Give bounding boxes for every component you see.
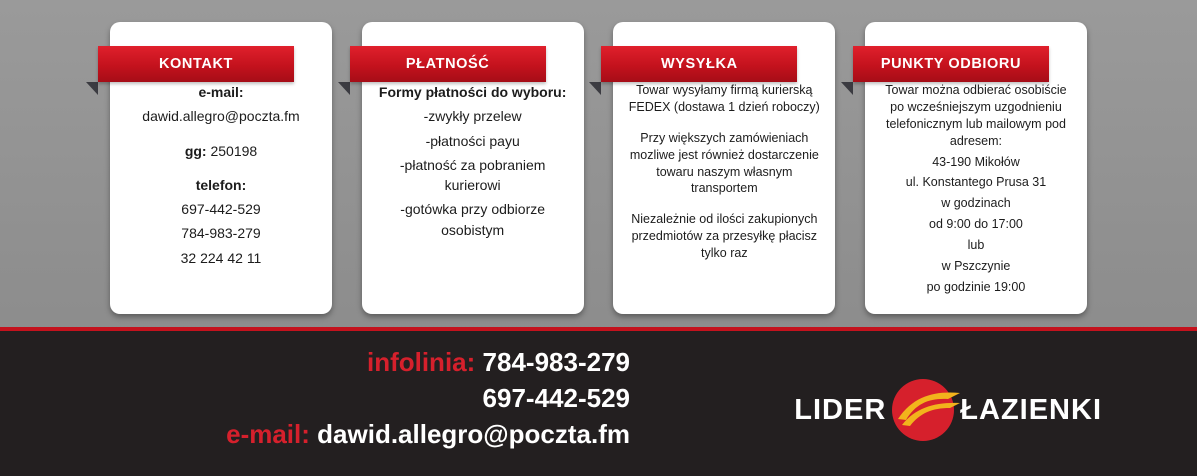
footer-infoline-value-2: 697-442-529 (482, 382, 630, 413)
punkty-city: 43-190 Mikołów (932, 154, 1020, 169)
punkty-city-2: w Pszczynie (941, 258, 1011, 273)
card-kontakt (110, 22, 332, 314)
brand-logo (794, 379, 1102, 441)
ribbon-tail-shape (589, 82, 601, 95)
card-wysylka-title: WYSYŁKA (601, 46, 797, 82)
platnosc-option-4: -gotówka przy odbiorze osobistym (400, 201, 546, 238)
kontakt-phone-3: 32 224 42 11 (180, 249, 262, 266)
platnosc-option-3: -płatność za pobraniem kurierowi (399, 156, 546, 194)
kontakt-phone-label: telefon: (195, 176, 247, 193)
platnosc-heading: Formy płatności do wyboru: (378, 84, 567, 100)
footer-email-row (0, 417, 630, 453)
footer-email-label: e-mail: (226, 418, 310, 449)
card-platnosc-ribbon (350, 46, 546, 82)
card-platnosc (362, 22, 584, 314)
footer-infoline-value: 784-983-279 (482, 347, 630, 377)
card-kontakt-body (122, 82, 320, 268)
card-punkty-odbioru (865, 22, 1087, 314)
card-kontakt-title: KONTAKT (98, 46, 294, 82)
wysylka-paragraph-2: Przy większych zamówieniach mozliwe jest również dostarczenie towaru naszym własnym transportem (629, 130, 819, 196)
ribbon-tail-shape (841, 82, 853, 95)
footer-infoline-row-2 (0, 381, 630, 417)
punkty-hours-value: od 9:00 do 17:00 (929, 217, 1023, 232)
card-punkty-body (877, 82, 1075, 296)
punkty-intro: Towar można odbierać osobiście po wcześniejszym uzgodnieniu telefonicznym lub mailowym pod adresem: (885, 83, 1067, 148)
kontakt-phone-1: 697-442-529 (181, 201, 261, 218)
punkty-or: lub (967, 238, 985, 252)
card-wysylka-ribbon (601, 46, 797, 82)
wysylka-paragraph-3: Niezależnie od ilości zakupionych przedmiotów za przesyłkę płacisz tylko raz (631, 212, 818, 260)
spacer (625, 201, 823, 211)
spacer (625, 120, 823, 130)
kontakt-phone-2: 784-983-279 (181, 225, 261, 242)
spacer (122, 131, 320, 141)
platnosc-option-2: -płatności payu (425, 132, 520, 149)
ribbon-tail-shape (338, 82, 350, 95)
platnosc-option-1: -zwykły przelew (423, 108, 522, 125)
kontakt-email-label: e-mail: (198, 84, 244, 100)
footer-infoline-row (0, 345, 630, 381)
footer-bar (0, 327, 1197, 476)
footer-infoline-label: infolinia: (366, 347, 476, 377)
punkty-hours-label: w godzinach (941, 196, 1011, 211)
kontakt-gg: gg: 250198 (184, 142, 258, 159)
card-wysylka-body (625, 82, 823, 262)
card-wysylka (613, 22, 835, 314)
spacer (122, 165, 320, 175)
logo-word-lazienki: ŁAZIENKI (960, 393, 1102, 426)
wysylka-paragraph-1: Towar wysyłamy firmą kurierską FEDEX (dostawa 1 dzień roboczy) (628, 83, 820, 114)
footer-contact-block (0, 345, 640, 453)
logo-mark-icon (892, 379, 954, 441)
card-punkty-title: PUNKTY ODBIORU (853, 46, 1049, 82)
footer-inner (0, 331, 1197, 476)
card-platnosc-body (374, 82, 572, 240)
card-platnosc-title: PŁATNOŚĆ (350, 46, 546, 82)
card-kontakt-ribbon (98, 46, 294, 82)
kontakt-email-value: dawid.allegro@poczta.fm (142, 108, 300, 125)
logo-word-lider: LIDER (794, 393, 887, 426)
card-punkty-ribbon (853, 46, 1049, 82)
ribbon-tail-shape (86, 82, 98, 95)
footer-email-value: dawid.allegro@poczta.fm (317, 418, 630, 449)
punkty-street: ul. Konstantego Prusa 31 (905, 175, 1047, 190)
logo-swoosh-icon (896, 389, 962, 431)
punkty-hours-2: po godzinie 19:00 (926, 279, 1026, 294)
